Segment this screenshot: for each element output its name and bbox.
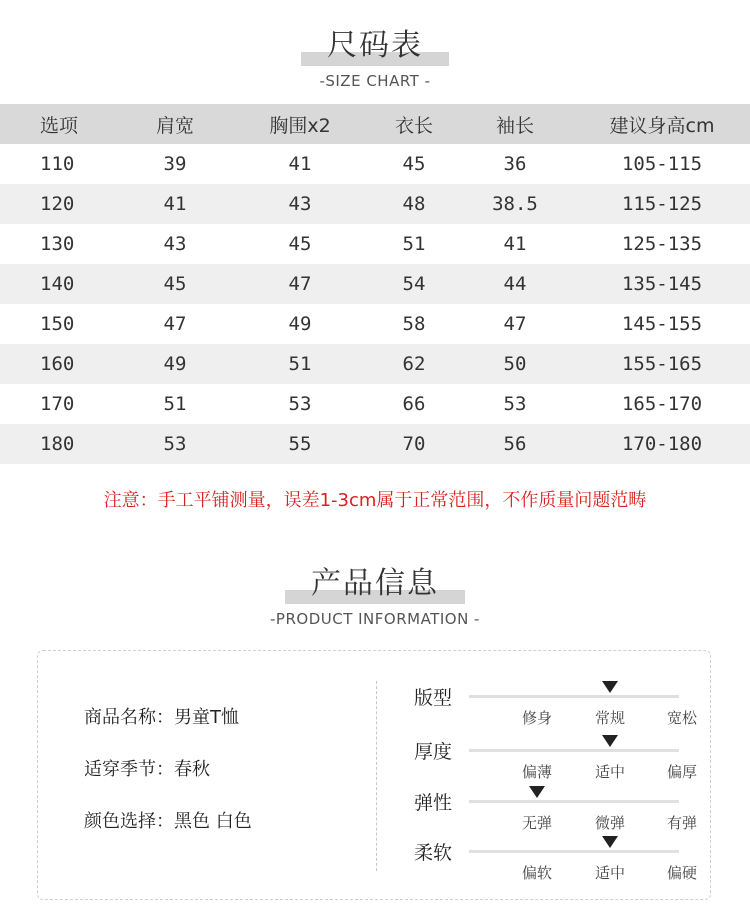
measurement-note: 注意：手工平铺测量，误差1-3cm属于正常范围，不作质量问题范畴 — [103, 490, 647, 511]
cell-shoulder: 41 — [122, 184, 228, 224]
product-details — [84, 706, 252, 862]
attribute-option: 偏薄 — [521, 763, 552, 781]
cell-shoulder: 47 — [163, 313, 187, 335]
attribute-option: 适中 — [594, 763, 625, 781]
cell-sleeve: 41 — [503, 233, 527, 255]
product-info-subtitle: -PRODUCT INFORMATION - — [270, 610, 480, 628]
cell-shoulder: 45 — [122, 264, 228, 304]
attribute-scale-line — [469, 695, 679, 698]
cell-chest: 55 — [228, 424, 372, 464]
header-height: 建议身高cm — [574, 104, 750, 144]
cell-chest: 51 — [228, 344, 372, 384]
product-season: 适穿季节：春秋 — [84, 759, 210, 780]
attribute-scale-line — [469, 850, 679, 853]
header-sleeve: 袖长 — [456, 104, 574, 144]
cell-sleeve: 50 — [456, 344, 574, 384]
table-row — [0, 144, 750, 184]
attribute-name: 版型 — [414, 687, 453, 709]
cell-shoulder: 49 — [122, 344, 228, 384]
attribute-name: 厚度 — [414, 741, 453, 763]
cell-option: 120 — [0, 184, 122, 224]
attribute-option: 常规 — [594, 709, 625, 727]
attribute-0 — [414, 683, 704, 735]
cell-shoulder: 51 — [163, 393, 187, 415]
cell-height: 125-135 — [621, 233, 703, 255]
cell-length: 51 — [402, 233, 426, 255]
attribute-scale-line — [469, 800, 679, 803]
attribute-option: 偏硬 — [666, 864, 697, 882]
table-row — [0, 384, 750, 424]
selected-marker-icon — [529, 786, 545, 798]
attribute-option: 微弹 — [594, 814, 625, 832]
cell-option: 150 — [40, 313, 75, 335]
cell-chest: 41 — [288, 153, 312, 175]
product-info-box — [37, 650, 711, 900]
selected-marker-icon — [602, 681, 618, 693]
cell-option: 140 — [0, 264, 122, 304]
product-info-title: 产品信息 — [311, 566, 439, 601]
cell-length: 48 — [372, 184, 456, 224]
vertical-divider — [376, 681, 377, 871]
size-chart-subtitle: -SIZE CHART - — [319, 72, 431, 90]
cell-option: 160 — [0, 344, 122, 384]
table-row — [0, 304, 750, 344]
cell-height: 115-125 — [574, 184, 750, 224]
table-row — [0, 224, 750, 264]
product-color: 颜色选择：黑色 白色 — [84, 811, 252, 832]
cell-sleeve: 44 — [456, 264, 574, 304]
cell-length: 66 — [402, 393, 426, 415]
cell-sleeve: 53 — [503, 393, 527, 415]
cell-option: 130 — [40, 233, 75, 255]
attribute-option: 偏厚 — [666, 763, 697, 781]
attribute-option: 偏软 — [521, 864, 552, 882]
cell-length: 58 — [402, 313, 426, 335]
header-option: 选项 — [0, 104, 122, 144]
cell-sleeve: 38.5 — [456, 184, 574, 224]
product-info-header — [0, 558, 750, 628]
cell-option: 170 — [40, 393, 75, 415]
cell-height: 105-115 — [621, 153, 703, 175]
cell-option: 110 — [40, 153, 75, 175]
cell-chest: 49 — [288, 313, 312, 335]
attribute-option: 宽松 — [666, 709, 697, 727]
header-chest: 胸围x2 — [228, 104, 372, 144]
table-row — [0, 344, 750, 384]
selected-marker-icon — [602, 735, 618, 747]
product-name: 商品名称：男童T恤 — [84, 707, 239, 728]
table-row — [0, 424, 750, 464]
product-info-title-wrap — [311, 558, 439, 602]
cell-height: 145-155 — [621, 313, 703, 335]
cell-shoulder: 43 — [163, 233, 187, 255]
cell-sleeve: 47 — [503, 313, 527, 335]
cell-length: 62 — [372, 344, 456, 384]
size-table — [0, 104, 750, 464]
attribute-name: 柔软 — [414, 842, 453, 864]
attribute-option: 适中 — [594, 864, 625, 882]
cell-option: 180 — [0, 424, 122, 464]
cell-height: 165-170 — [621, 393, 703, 415]
attribute-2 — [414, 788, 704, 840]
attribute-3 — [414, 838, 704, 890]
attribute-name: 弹性 — [414, 792, 453, 814]
cell-chest: 43 — [228, 184, 372, 224]
attribute-option: 修身 — [521, 709, 552, 727]
cell-shoulder: 39 — [163, 153, 187, 175]
cell-chest: 45 — [288, 233, 312, 255]
attribute-option: 有弹 — [666, 814, 697, 832]
header-length: 衣长 — [372, 104, 456, 144]
cell-length: 54 — [372, 264, 456, 304]
cell-shoulder: 53 — [122, 424, 228, 464]
size-chart-title: 尺码表 — [327, 28, 423, 63]
size-chart-title-wrap — [327, 20, 423, 64]
cell-sleeve: 56 — [456, 424, 574, 464]
cell-length: 70 — [372, 424, 456, 464]
table-row — [0, 184, 750, 224]
size-table-header-row — [0, 104, 750, 144]
attribute-scale-line — [469, 749, 679, 752]
cell-chest: 53 — [288, 393, 312, 415]
size-chart-header — [0, 20, 750, 90]
cell-length: 45 — [402, 153, 426, 175]
cell-height: 155-165 — [574, 344, 750, 384]
attribute-1 — [414, 737, 704, 789]
cell-chest: 47 — [228, 264, 372, 304]
cell-sleeve: 36 — [503, 153, 527, 175]
table-row — [0, 264, 750, 304]
cell-height: 170-180 — [574, 424, 750, 464]
selected-marker-icon — [602, 836, 618, 848]
header-shoulder: 肩宽 — [122, 104, 228, 144]
attribute-option: 无弹 — [521, 814, 552, 832]
cell-height: 135-145 — [574, 264, 750, 304]
